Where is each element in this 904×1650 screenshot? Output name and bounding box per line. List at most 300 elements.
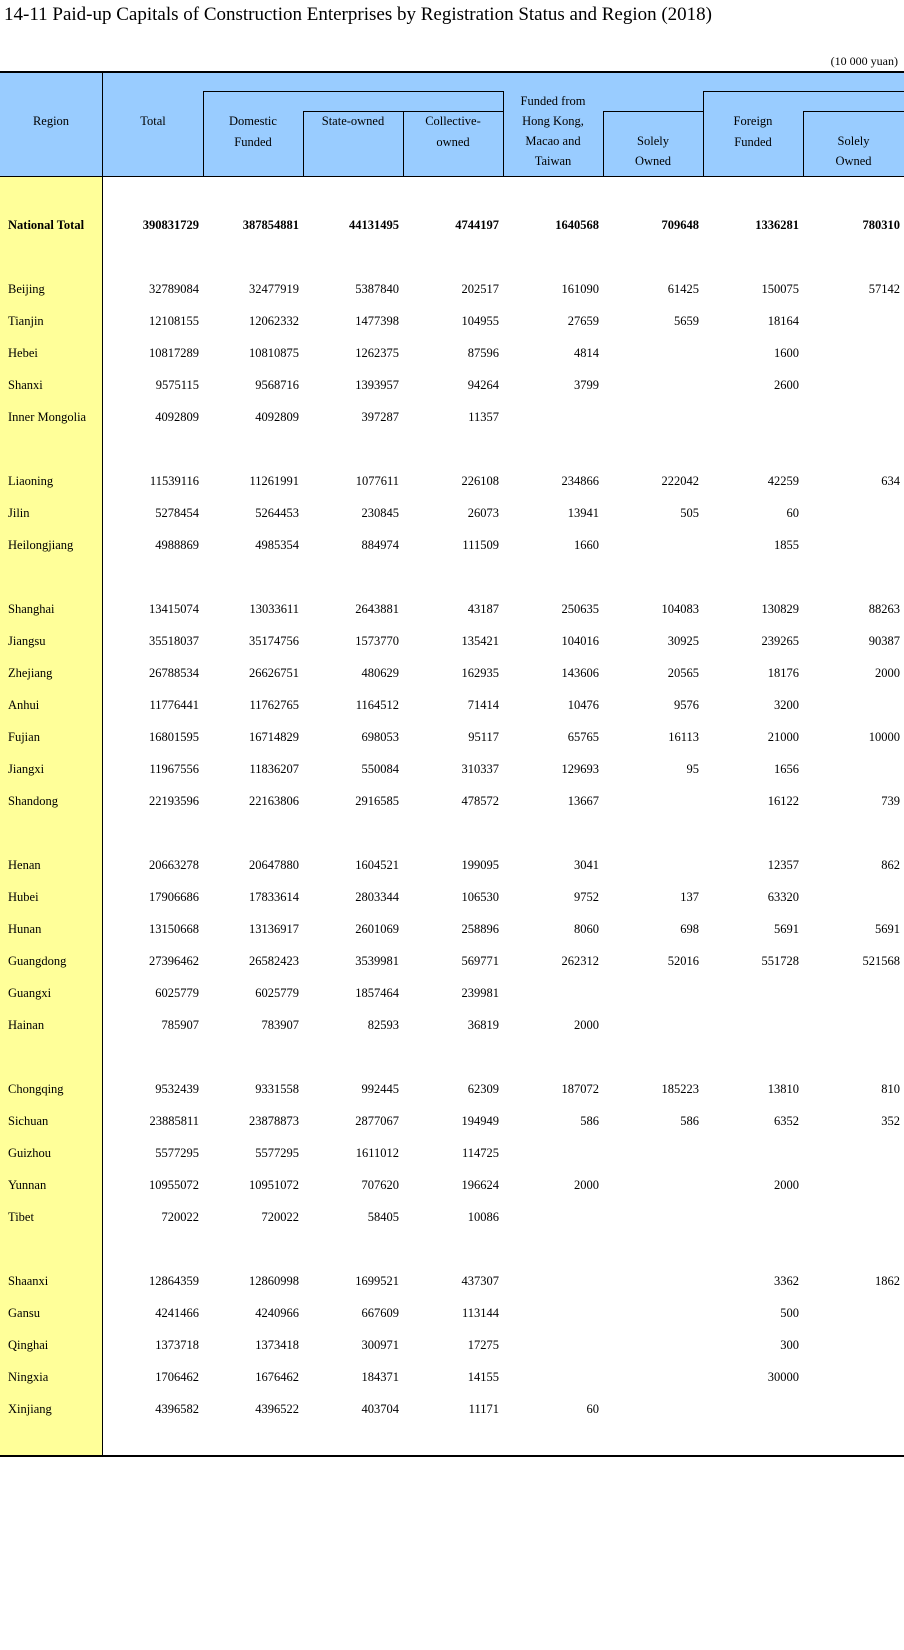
table-cell: 1164512	[355, 697, 399, 712]
header-span-rule	[203, 91, 503, 92]
table-cell: 13415074	[149, 601, 199, 616]
table-cell	[603, 1297, 703, 1329]
table-cell: 87596	[467, 345, 499, 360]
region-name: Jiangsu	[8, 633, 46, 648]
table-cell: 22193596	[149, 793, 199, 808]
table-cell: 113144	[461, 1305, 499, 1320]
table-cell	[603, 337, 703, 369]
table-cell: 17833614	[249, 889, 299, 904]
table-cell: 16122	[767, 793, 799, 808]
table-cell: 2000	[774, 1177, 799, 1192]
table-cell	[803, 881, 904, 913]
table-cell: 95117	[468, 729, 499, 744]
table-cell: 222042	[661, 473, 699, 488]
table-cell: 1862	[875, 1273, 900, 1288]
region-name: Tianjin	[8, 313, 44, 328]
table-row	[0, 1073, 904, 1105]
table-cell	[803, 753, 904, 785]
table-cell: 551728	[761, 953, 799, 968]
table-row	[0, 529, 904, 561]
region-name: Sichuan	[8, 1113, 49, 1128]
table-cell	[803, 305, 904, 337]
table-cell	[603, 1201, 703, 1233]
table-cell: 5577295	[155, 1145, 199, 1160]
header-solely-owned-hkmt: Solely Owned	[634, 134, 672, 168]
table-row	[0, 1105, 904, 1137]
national-total-row	[0, 209, 904, 241]
table-cell	[603, 1137, 703, 1169]
table-cell: 8060	[574, 921, 599, 936]
table-cell	[703, 1009, 803, 1041]
header-solely-owned-foreign: Solely Owned	[835, 134, 872, 168]
table-cell	[603, 529, 703, 561]
table-cell	[603, 977, 703, 1009]
table-cell: 9576	[674, 697, 699, 712]
table-cell: 500	[780, 1305, 799, 1320]
table-cell: 397287	[361, 409, 399, 424]
table-cell	[803, 1137, 904, 1169]
table-cell: 4396522	[255, 1401, 299, 1416]
region-name: Hebei	[8, 345, 38, 360]
region-name: Anhui	[8, 697, 40, 712]
table-cell: 23885811	[149, 1113, 199, 1128]
table-cell: 310337	[461, 761, 499, 776]
header-foreign: Foreign Funded	[733, 114, 773, 149]
unit-label: (10 000 yuan)	[830, 54, 898, 68]
table-row	[0, 593, 904, 625]
header-region: Region	[32, 114, 70, 128]
table-cell: 480629	[361, 665, 399, 680]
table-row	[0, 369, 904, 401]
table-cell: 10476	[567, 697, 599, 712]
table-cell: 785907	[161, 1017, 199, 1032]
table-cell: 12062332	[249, 313, 299, 328]
spacer-row	[0, 561, 904, 593]
table-cell: 16113	[668, 729, 699, 744]
table-cell: 32789084	[149, 281, 199, 296]
table-cell: 162935	[461, 665, 499, 680]
table-cell: 403704	[361, 1401, 399, 1416]
table-cell: 6025779	[155, 985, 199, 1000]
table-cell: 30925	[667, 633, 699, 648]
table-row	[0, 785, 904, 817]
table-cell: 27659	[567, 313, 599, 328]
table-cell: 1600	[774, 345, 799, 360]
table-cell: 1706462	[155, 1369, 199, 1384]
table-cell: 36819	[467, 1017, 499, 1032]
table-cell: 300	[780, 1337, 799, 1352]
table-cell: 22163806	[249, 793, 299, 808]
table-cell: 52016	[667, 953, 699, 968]
table-cell	[803, 1329, 904, 1361]
header-collective: Collective- owned	[425, 114, 481, 149]
region-name: Beijing	[8, 281, 45, 296]
table-cell: 5278454	[155, 505, 199, 520]
table-cell: 26788534	[149, 665, 199, 680]
table-cell	[803, 1201, 904, 1233]
table-row	[0, 753, 904, 785]
table-cell: 4241466	[155, 1305, 199, 1320]
table-cell: 707620	[361, 1177, 399, 1192]
table-row	[0, 913, 904, 945]
table-cell: 62309	[467, 1081, 499, 1096]
table-row	[0, 1361, 904, 1393]
table-cell: 586	[580, 1113, 599, 1128]
table-cell	[503, 1201, 603, 1233]
table-cell: 10951072	[249, 1177, 299, 1192]
table-cell: 698	[680, 921, 699, 936]
table-cell: 1373718	[155, 1337, 199, 1352]
table-cell	[603, 1169, 703, 1201]
table-cell	[603, 369, 703, 401]
header-domestic: Domestic Funded	[229, 114, 277, 149]
table-cell: 187072	[561, 1081, 599, 1096]
table-cell: 667609	[361, 1305, 399, 1320]
region-name: Shanxi	[8, 377, 43, 392]
table-row	[0, 1297, 904, 1329]
table-cell: 720022	[161, 1209, 199, 1224]
spacer-row	[0, 1041, 904, 1073]
statistics-table	[0, 71, 904, 1457]
table-cell: 114725	[461, 1145, 499, 1160]
table-cell: 5691	[875, 921, 900, 936]
region-name: Jiangxi	[8, 761, 45, 776]
table-cell: 20565	[667, 665, 699, 680]
table-cell: 2000	[574, 1017, 599, 1032]
spacer-row	[0, 1233, 904, 1265]
table-cell: 2916585	[355, 793, 399, 808]
table-cell: 11357	[468, 409, 499, 424]
table-cell: 1604521	[355, 857, 399, 872]
table-row	[0, 337, 904, 369]
table-cell: 1855	[774, 537, 799, 552]
table-cell: 16801595	[149, 729, 199, 744]
table-cell: 12860998	[249, 1273, 299, 1288]
table-cell: 2643881	[355, 601, 399, 616]
table-cell: 13941	[567, 505, 599, 520]
table-cell: 21000	[767, 729, 799, 744]
region-name: Shandong	[8, 793, 58, 808]
table-cell: 387854881	[242, 217, 299, 232]
table-cell: 1477398	[355, 313, 399, 328]
table-cell: 71414	[467, 697, 499, 712]
region-name: Ningxia	[8, 1369, 49, 1384]
table-cell: 2601069	[355, 921, 399, 936]
table-cell: 9752	[574, 889, 599, 904]
table-cell: 5691	[774, 921, 799, 936]
table-row	[0, 401, 904, 433]
table-cell: 35518037	[149, 633, 199, 648]
table-cell: 4092809	[255, 409, 299, 424]
table-row	[0, 689, 904, 721]
table-cell: 521568	[862, 953, 900, 968]
table-cell: 60	[786, 505, 799, 520]
table-cell: 1656	[774, 761, 799, 776]
table-cell: 634	[881, 473, 900, 488]
table-cell: 12108155	[149, 313, 199, 328]
table-cell: 234866	[561, 473, 599, 488]
table-cell	[603, 1009, 703, 1041]
table-cell: 9532439	[155, 1081, 199, 1096]
table-cell: 9568716	[255, 377, 299, 392]
table-cell: 10810875	[249, 345, 299, 360]
table-row	[0, 1329, 904, 1361]
table-cell: 4814	[574, 345, 599, 360]
table-cell: 5264453	[255, 505, 299, 520]
table-cell: 390831729	[142, 217, 199, 232]
table-cell: 104016	[561, 633, 599, 648]
table-cell: 1336281	[755, 217, 799, 232]
table-cell: 11539116	[149, 473, 199, 488]
table-cell: 58405	[367, 1209, 399, 1224]
table-cell	[803, 1297, 904, 1329]
table-cell: 143606	[561, 665, 599, 680]
table-row	[0, 1201, 904, 1233]
table-cell: 196624	[461, 1177, 499, 1192]
table-row	[0, 1169, 904, 1201]
region-name: Hunan	[8, 921, 42, 936]
table-cell: 239981	[461, 985, 499, 1000]
table-cell: 13667	[567, 793, 599, 808]
table-cell: 42259	[767, 473, 799, 488]
table-cell: 4396582	[155, 1401, 199, 1416]
table-cell: 569771	[461, 953, 499, 968]
table-cell: 30000	[767, 1369, 799, 1384]
table-cell: 60	[586, 1401, 599, 1416]
table-cell: 992445	[361, 1081, 399, 1096]
header-total: Total	[140, 114, 166, 128]
header-span-rule	[703, 91, 904, 92]
table-cell: 17275	[467, 1337, 499, 1352]
table-cell	[703, 977, 803, 1009]
table-row	[0, 625, 904, 657]
table-cell: 6025779	[255, 985, 299, 1000]
table-cell	[803, 977, 904, 1009]
table-cell: 4092809	[155, 409, 199, 424]
table-cell: 10000	[868, 729, 900, 744]
table-cell: 5659	[674, 313, 699, 328]
table-cell	[803, 689, 904, 721]
table-cell: 230845	[361, 505, 399, 520]
table-cell: 1660	[574, 537, 599, 552]
table-cell: 4985354	[255, 537, 299, 552]
table-cell: 13136917	[249, 921, 299, 936]
table-cell: 65765	[567, 729, 599, 744]
table-cell: 3799	[574, 377, 599, 392]
table-cell: 4240966	[255, 1305, 299, 1320]
table-cell	[703, 1137, 803, 1169]
region-name: Jilin	[8, 505, 30, 520]
region-name: Henan	[8, 857, 41, 872]
table-cell: 44131495	[349, 217, 399, 232]
table-cell	[603, 1329, 703, 1361]
table-cell: 194949	[461, 1113, 499, 1128]
table-cell: 2877067	[355, 1113, 399, 1128]
table-cell: 239265	[761, 633, 799, 648]
table-cell: 13033611	[249, 601, 299, 616]
table-cell	[503, 1265, 603, 1297]
table-row	[0, 497, 904, 529]
table-cell: 5387840	[355, 281, 399, 296]
table-cell: 161090	[561, 281, 599, 296]
table-row	[0, 881, 904, 913]
region-name: National Total	[8, 217, 85, 232]
table-cell: 6352	[774, 1113, 799, 1128]
table-cell	[603, 849, 703, 881]
table-cell: 95	[686, 761, 699, 776]
table-cell	[703, 1201, 803, 1233]
region-name: Gansu	[8, 1305, 40, 1320]
table-cell	[803, 1361, 904, 1393]
table-cell: 2600	[774, 377, 799, 392]
region-name: Chongqing	[8, 1081, 64, 1096]
table-cell: 20647880	[249, 857, 299, 872]
header-state-owned: State-owned	[321, 114, 385, 128]
table-cell: 150075	[761, 281, 799, 296]
region-name: Inner Mongolia	[8, 409, 87, 424]
table-row	[0, 1265, 904, 1297]
table-row	[0, 657, 904, 689]
table-cell: 862	[881, 857, 900, 872]
region-name: Hainan	[8, 1017, 45, 1032]
table-cell: 32477919	[249, 281, 299, 296]
table-row	[0, 465, 904, 497]
table-cell	[803, 1169, 904, 1201]
table-bottom-rule	[0, 1455, 904, 1457]
table-cell: 13810	[767, 1081, 799, 1096]
table-cell: 4988869	[155, 537, 199, 552]
table-row	[0, 945, 904, 977]
header-span-rule	[803, 111, 904, 112]
table-cell: 104083	[661, 601, 699, 616]
table-cell: 478572	[461, 793, 499, 808]
table-cell: 104955	[461, 313, 499, 328]
table-cell: 11967556	[149, 761, 199, 776]
table-cell	[803, 401, 904, 433]
table-cell: 3041	[574, 857, 599, 872]
table-cell: 129693	[561, 761, 599, 776]
page-title: 14-11 Paid-up Capitals of Construction Enterprises by Registration Status and Region (2018)	[4, 4, 713, 25]
table-row	[0, 1009, 904, 1041]
region-name: Shanghai	[8, 601, 55, 616]
table-cell: 2000	[574, 1177, 599, 1192]
table-row	[0, 849, 904, 881]
table-cell: 20663278	[149, 857, 199, 872]
table-cell: 2803344	[355, 889, 399, 904]
table-cell: 10955072	[149, 1177, 199, 1192]
table-cell: 3362	[774, 1273, 799, 1288]
table-cell: 17906686	[149, 889, 199, 904]
table-cell: 90387	[868, 633, 900, 648]
table-cell: 130829	[761, 601, 799, 616]
table-cell: 137	[680, 889, 699, 904]
region-name: Tibet	[8, 1209, 34, 1224]
table-cell: 3539981	[355, 953, 399, 968]
table-cell: 26626751	[249, 665, 299, 680]
table-cell: 250635	[561, 601, 599, 616]
table-cell: 550084	[361, 761, 399, 776]
table-cell: 13150668	[149, 921, 199, 936]
table-cell: 63320	[767, 889, 799, 904]
table-cell: 26073	[467, 505, 499, 520]
table-cell: 88263	[868, 601, 900, 616]
table-cell: 18164	[767, 313, 799, 328]
table-cell: 1640568	[555, 217, 599, 232]
table-cell: 709648	[661, 217, 699, 232]
table-cell: 505	[680, 505, 699, 520]
table-cell: 739	[881, 793, 900, 808]
table-cell: 11762765	[249, 697, 299, 712]
table-cell: 258896	[461, 921, 499, 936]
table-cell: 10817289	[149, 345, 199, 360]
table-cell	[503, 1329, 603, 1361]
table-cell: 106530	[461, 889, 499, 904]
table-row	[0, 721, 904, 753]
table-cell: 262312	[561, 953, 599, 968]
table-cell	[603, 1393, 703, 1425]
region-name: Xinjiang	[8, 1401, 52, 1416]
table-cell: 135421	[461, 633, 499, 648]
table-cell: 2000	[875, 665, 900, 680]
table-cell: 1676462	[255, 1369, 299, 1384]
region-name: Guangxi	[8, 985, 52, 1000]
table-cell: 698053	[361, 729, 399, 744]
region-name: Heilongjiang	[8, 537, 74, 552]
region-name: Zhejiang	[8, 665, 53, 680]
region-name: Guangdong	[8, 953, 67, 968]
table-cell	[803, 1393, 904, 1425]
table-cell: 14155	[467, 1369, 499, 1384]
table-cell: 9331558	[255, 1081, 299, 1096]
region-name: Fujian	[8, 729, 40, 744]
table-cell: 1699521	[355, 1273, 399, 1288]
table-cell	[603, 1265, 703, 1297]
region-name: Guizhou	[8, 1145, 52, 1160]
table-cell	[603, 1361, 703, 1393]
table-cell: 11171	[468, 1401, 499, 1416]
table-cell	[803, 369, 904, 401]
table-row	[0, 1393, 904, 1425]
table-cell: 23878873	[249, 1113, 299, 1128]
region-name: Yunnan	[8, 1177, 47, 1192]
table-cell: 27396462	[149, 953, 199, 968]
table-row	[0, 273, 904, 305]
table-cell: 4744197	[455, 217, 499, 232]
table-cell: 9575115	[155, 377, 199, 392]
table-cell	[503, 1137, 603, 1169]
table-cell: 586	[680, 1113, 699, 1128]
table-cell	[803, 1009, 904, 1041]
table-cell: 184371	[361, 1369, 399, 1384]
table-cell: 18176	[767, 665, 799, 680]
table-cell	[803, 529, 904, 561]
table-cell: 16714829	[249, 729, 299, 744]
table-cell	[503, 977, 603, 1009]
spacer-row	[0, 817, 904, 849]
table-cell: 1857464	[355, 985, 399, 1000]
region-name: Hubei	[8, 889, 39, 904]
table-cell: 94264	[467, 377, 499, 392]
table-row	[0, 1137, 904, 1169]
table-cell: 352	[881, 1113, 900, 1128]
table-cell: 300971	[361, 1337, 399, 1352]
table-row	[0, 305, 904, 337]
table-cell: 783907	[261, 1017, 299, 1032]
table-cell: 202517	[461, 281, 499, 296]
table-cell: 57142	[868, 281, 900, 296]
table-row	[0, 977, 904, 1009]
table-cell	[603, 401, 703, 433]
